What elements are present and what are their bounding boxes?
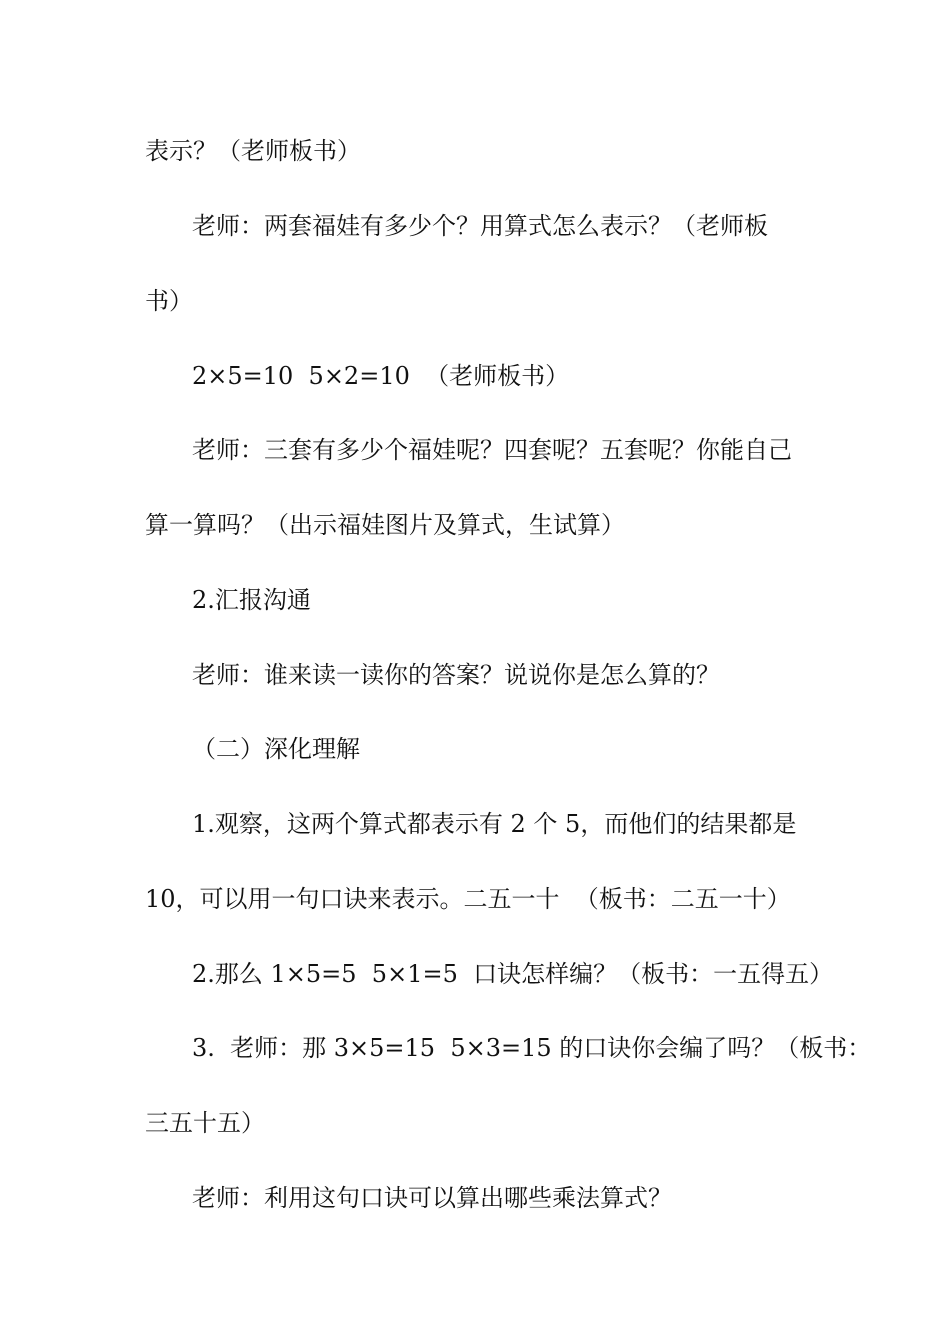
text-line-2: 老师：两套福娃有多少个？用算式怎么表示？（老师板 bbox=[192, 212, 768, 240]
text-line-13: 3. 老师：那 3×5=15 5×3=15 的口诀你会编了吗？（板书： bbox=[192, 1034, 872, 1062]
text-line-6: 算一算吗？（出示福娃图片及算式，生试算） bbox=[145, 511, 625, 539]
text-line-4: 2×5=10 5×2=10 （老师板书） bbox=[192, 362, 570, 390]
text-line-11: 10，可以用一句口诀来表示。二五一十 （板书：二五一十） bbox=[145, 885, 791, 913]
text-line-15: 老师：利用这句口诀可以算出哪些乘法算式？ bbox=[192, 1184, 672, 1212]
text-line-3: 书） bbox=[145, 287, 193, 315]
text-line-10: 1.观察，这两个算式都表示有 2 个 5，而他们的结果都是 bbox=[192, 810, 797, 838]
text-line-14: 三五十五） bbox=[145, 1109, 265, 1137]
text-line-5: 老师：三套有多少个福娃呢？四套呢？五套呢？你能自己 bbox=[192, 436, 792, 464]
text-line-12: 2.那么 1×5=5 5×1=5 口诀怎样编？（板书：一五得五） bbox=[192, 960, 834, 988]
text-line-1: 表示？（老师板书） bbox=[145, 137, 361, 165]
text-line-7: 2.汇报沟通 bbox=[192, 586, 311, 614]
section-heading: （二）深化理解 bbox=[192, 735, 360, 763]
text-line-8: 老师：谁来读一读你的答案？说说你是怎么算的？ bbox=[192, 661, 720, 689]
